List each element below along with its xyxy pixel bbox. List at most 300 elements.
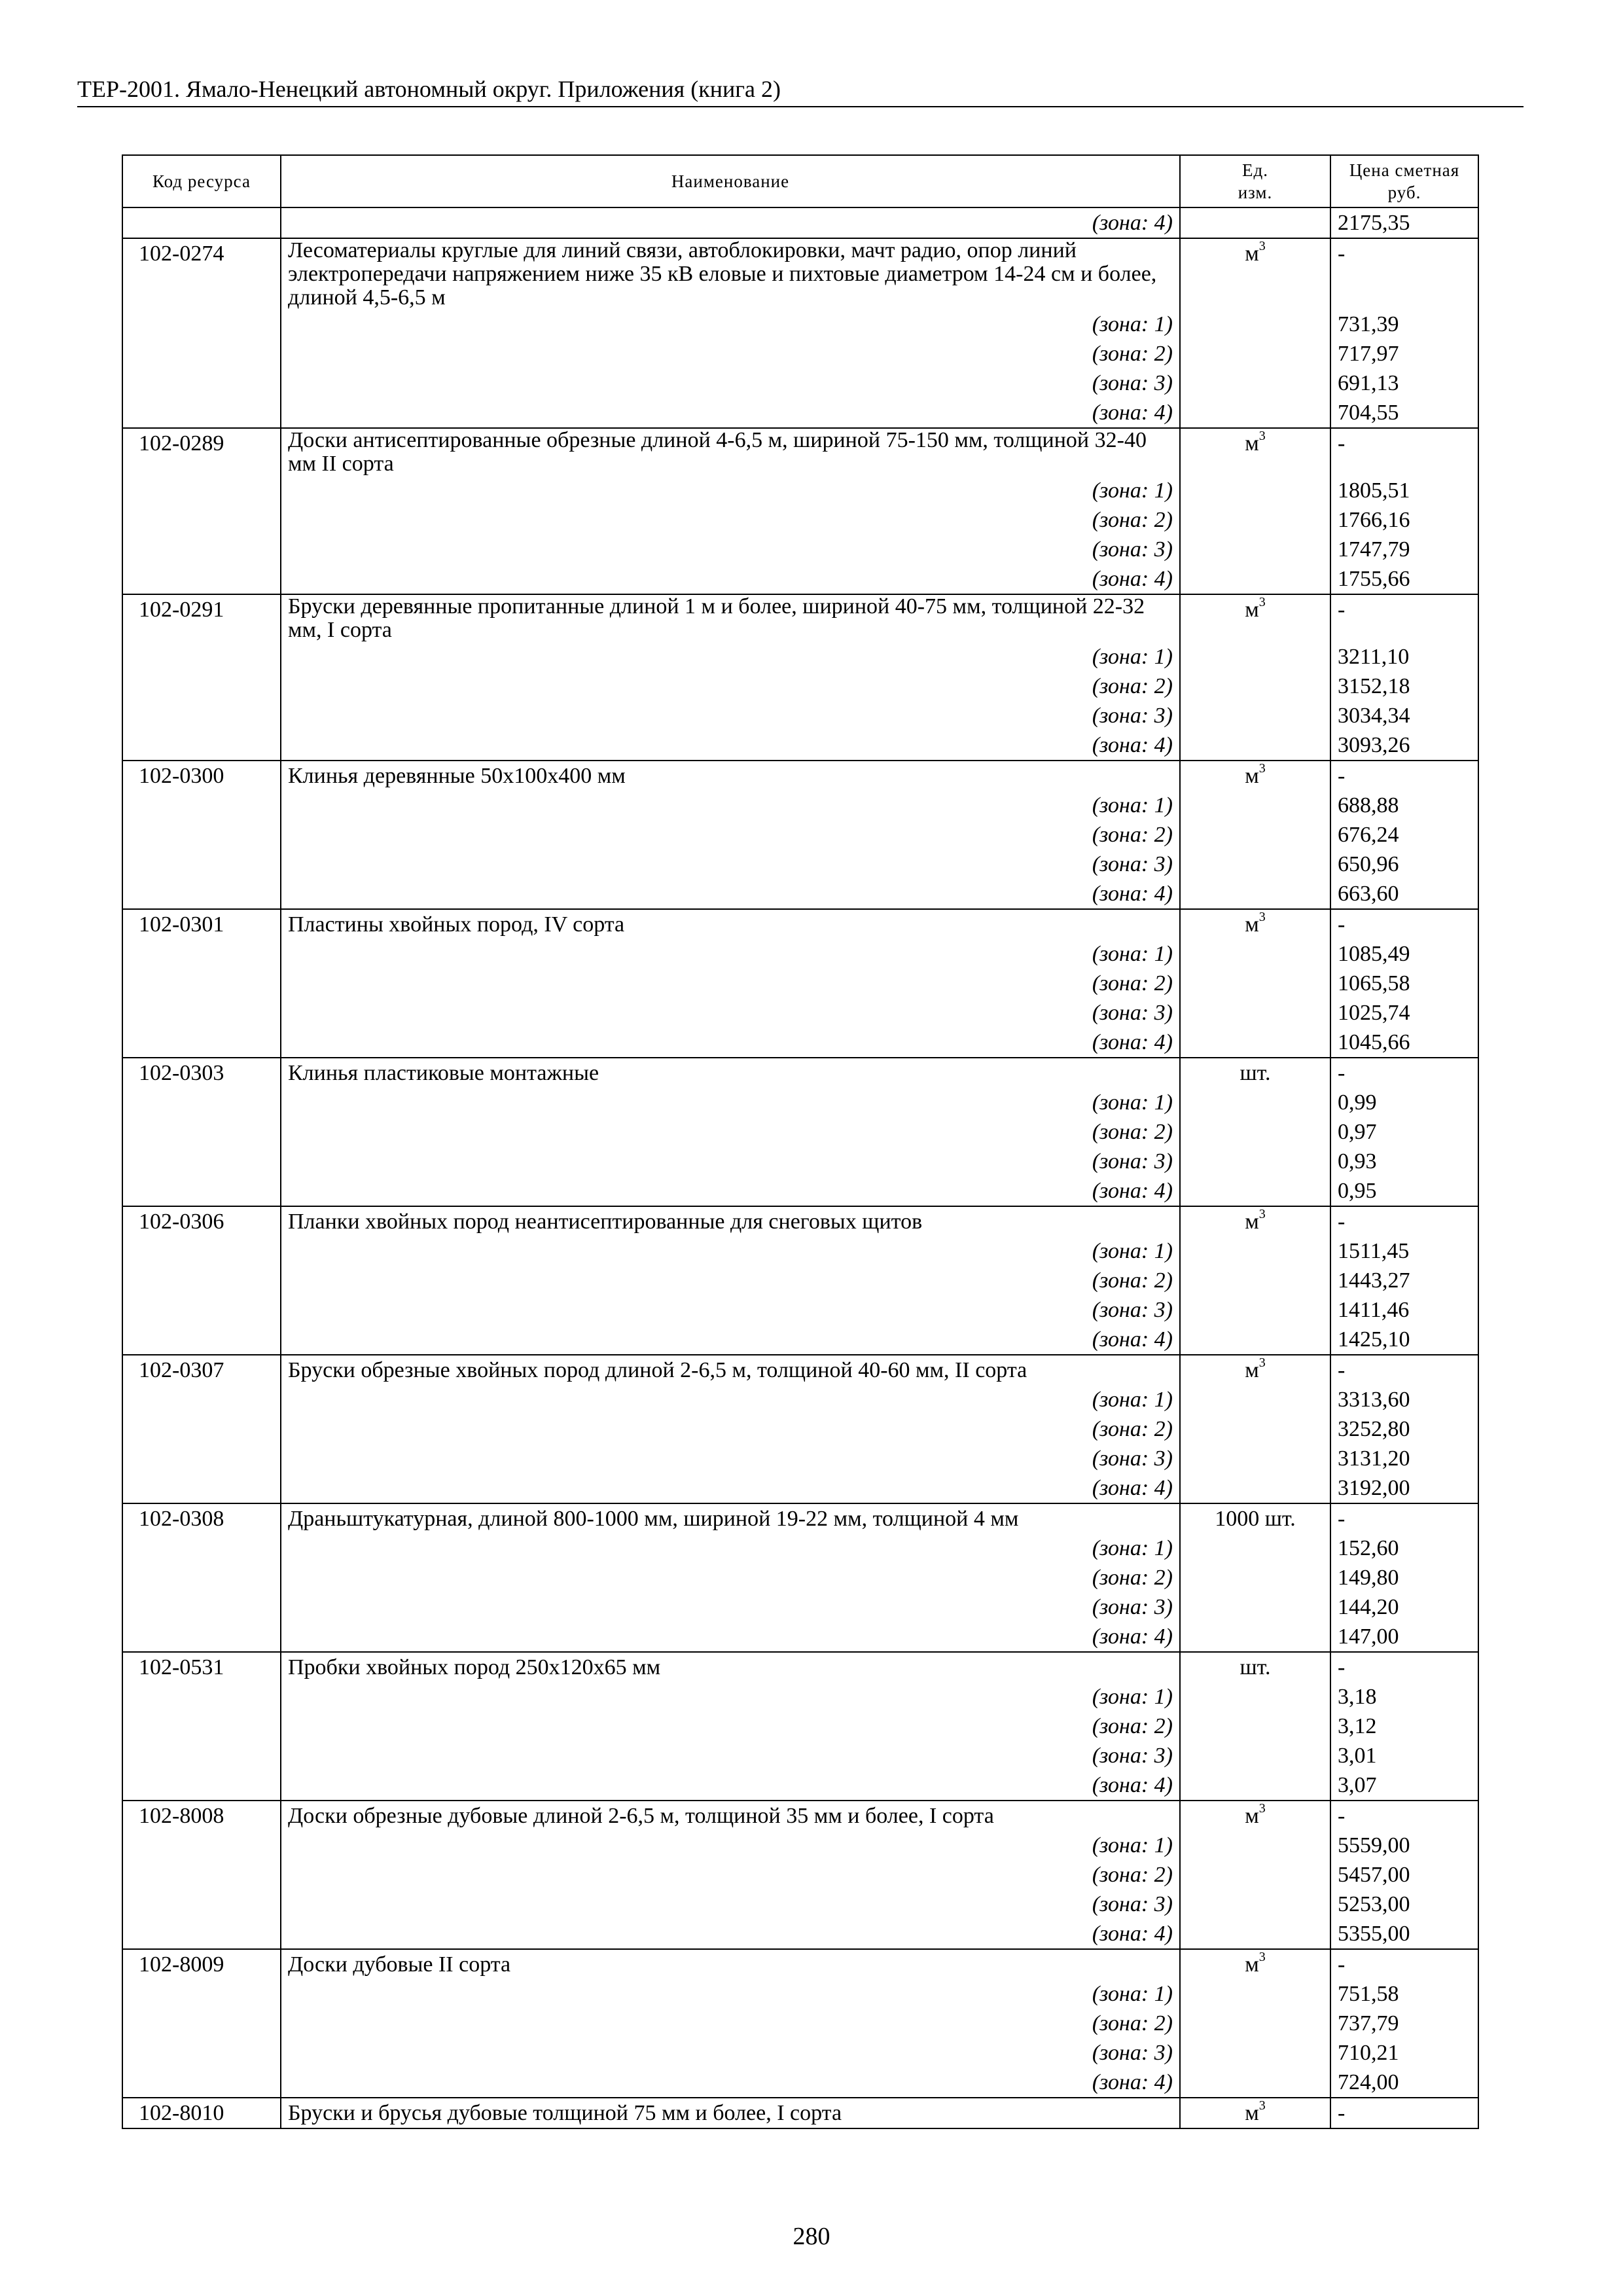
zone-label: (зона: 4) — [281, 1622, 1180, 1652]
column-header-name: Наименование — [281, 155, 1180, 207]
code-cell — [122, 535, 281, 564]
resource-code: 102-8010 — [122, 2098, 281, 2128]
zone-label: (зона: 2) — [281, 820, 1180, 850]
unit-exponent: 3 — [1258, 428, 1266, 443]
code-cell — [122, 2038, 281, 2068]
zone-price: 724,00 — [1330, 2068, 1478, 2098]
table-row — [122, 761, 1478, 791]
zone-row — [122, 564, 1478, 594]
zone-label: (зона: 1) — [281, 791, 1180, 820]
zone-price: 0,95 — [1330, 1176, 1478, 1206]
zone-row — [122, 1266, 1478, 1295]
unit-cell — [1180, 1414, 1330, 1444]
unit-cell — [1180, 1385, 1330, 1414]
zone-price: 3,07 — [1330, 1770, 1478, 1801]
unit-label: м — [1245, 2101, 1259, 2125]
base-price: - — [1330, 428, 1478, 476]
zone-label: (зона: 1) — [281, 1831, 1180, 1860]
resource-name: Доски дубовые II сорта — [281, 1949, 1180, 1979]
unit-cell — [1180, 1325, 1330, 1355]
zone-price: 152,60 — [1330, 1534, 1478, 1563]
resource-name: Доски обрезные дубовые длиной 2-6,5 м, толщиной 35 мм и более, I сорта — [281, 1801, 1180, 1831]
unit-label: м — [1245, 764, 1259, 788]
resource-code: 102-0307 — [122, 1355, 281, 1385]
code-cell — [122, 1295, 281, 1325]
zone-label: (зона: 3) — [281, 850, 1180, 879]
zone-price: 3,01 — [1330, 1741, 1478, 1770]
code-cell — [122, 1028, 281, 1058]
code-cell — [122, 1147, 281, 1176]
zone-price: 3,12 — [1330, 1712, 1478, 1741]
zone-price: 1065,58 — [1330, 969, 1478, 998]
zone-row — [122, 1295, 1478, 1325]
resource-name: Пробки хвойных пород 250х120х65 мм — [281, 1652, 1180, 1682]
column-header-unit: Ед. изм. — [1180, 155, 1330, 207]
unit-cell — [1180, 1503, 1330, 1534]
zone-price: 704,55 — [1330, 398, 1478, 428]
unit-cell — [1180, 1860, 1330, 1890]
unit-cell — [1180, 1949, 1330, 1979]
zone-row — [122, 1563, 1478, 1592]
unit-exponent: 3 — [1258, 2098, 1266, 2113]
code-cell — [122, 1860, 281, 1890]
code-cell — [122, 1088, 281, 1117]
unit-cell — [1180, 238, 1330, 310]
base-price: - — [1330, 1652, 1478, 1682]
zone-label: (зона: 1) — [281, 310, 1180, 339]
zone-label: (зона: 4) — [281, 1919, 1180, 1949]
zone-label: (зона: 1) — [281, 1534, 1180, 1563]
unit-label: м — [1245, 912, 1259, 937]
unit-cell — [1180, 1563, 1330, 1592]
zone-row — [122, 1712, 1478, 1741]
code-cell — [122, 1414, 281, 1444]
unit-cell — [1180, 1801, 1330, 1831]
unit-cell — [1180, 1890, 1330, 1919]
zone-label: (зона: 3) — [281, 1890, 1180, 1919]
page-header — [77, 73, 1524, 107]
resource-code: 102-0303 — [122, 1058, 281, 1088]
code-cell — [122, 1592, 281, 1622]
zone-row — [122, 2009, 1478, 2038]
unit-cell — [1180, 2038, 1330, 2068]
zone-row — [122, 1325, 1478, 1355]
zone-row — [122, 820, 1478, 850]
zone-row — [122, 368, 1478, 398]
unit-cell — [1180, 1355, 1330, 1385]
unit-cell — [1180, 879, 1330, 909]
zone-row — [122, 1176, 1478, 1206]
unit-cell — [1180, 398, 1330, 428]
zone-price: 691,13 — [1330, 368, 1478, 398]
unit-cell — [1180, 1622, 1330, 1652]
unit-cell — [1180, 1058, 1330, 1088]
zone-row — [122, 2038, 1478, 2068]
zone-row — [122, 310, 1478, 339]
unit-exponent: 3 — [1258, 761, 1266, 776]
base-price: - — [1330, 761, 1478, 791]
zone-row — [122, 701, 1478, 730]
resource-name: Клинья пластиковые монтажные — [281, 1058, 1180, 1088]
zone-row — [122, 2068, 1478, 2098]
unit-exponent: 3 — [1258, 238, 1266, 253]
unit-exponent: 3 — [1258, 1206, 1266, 1221]
unit-cell — [1180, 1592, 1330, 1622]
unit-cell — [1180, 1534, 1330, 1563]
zone-row — [122, 1147, 1478, 1176]
code-cell — [122, 339, 281, 368]
zone-label: (зона: 1) — [281, 1236, 1180, 1266]
code-cell — [122, 1325, 281, 1355]
zone-price: 0,93 — [1330, 1147, 1478, 1176]
zone-row — [122, 791, 1478, 820]
table-row — [122, 1206, 1478, 1236]
zone-price: 1766,16 — [1330, 505, 1478, 535]
code-cell — [122, 879, 281, 909]
zone-row — [122, 1770, 1478, 1801]
zone-row — [122, 1622, 1478, 1652]
unit-label: шт. — [1240, 1061, 1271, 1085]
resource-name: Пластины хвойных пород, IV сорта — [281, 909, 1180, 939]
resource-code: 102-0301 — [122, 909, 281, 939]
zone-price: 663,60 — [1330, 879, 1478, 909]
zone-label: (зона: 1) — [281, 1385, 1180, 1414]
unit-cell — [1180, 505, 1330, 535]
zone-price: 3093,26 — [1330, 730, 1478, 761]
resource-name: Бруски обрезные хвойных пород длиной 2-6,5 м, толщиной 40-60 мм, II сорта — [281, 1355, 1180, 1385]
zone-row — [122, 939, 1478, 969]
zone-label: (зона: 4) — [281, 1473, 1180, 1503]
zone-price: 1085,49 — [1330, 939, 1478, 969]
unit-cell — [1180, 1712, 1330, 1741]
base-price: - — [1330, 238, 1478, 310]
zone-label: (зона: 3) — [281, 1444, 1180, 1473]
code-cell — [122, 1919, 281, 1949]
zone-price: 147,00 — [1330, 1622, 1478, 1652]
column-header-price: Цена сметная руб. — [1330, 155, 1478, 207]
zone-label: (зона: 4) — [281, 1028, 1180, 1058]
zone-price: 0,99 — [1330, 1088, 1478, 1117]
zone-price: 688,88 — [1330, 791, 1478, 820]
zone-label: (зона: 1) — [281, 476, 1180, 505]
unit-cell — [1180, 1919, 1330, 1949]
zone-row — [122, 642, 1478, 672]
unit-cell — [1180, 2068, 1330, 2098]
zone-price: 731,39 — [1330, 310, 1478, 339]
code-cell — [122, 2068, 281, 2098]
zone-row — [122, 535, 1478, 564]
zone-row — [122, 1444, 1478, 1473]
code-cell — [122, 1563, 281, 1592]
unit-label: м — [1245, 1804, 1259, 1828]
zone-price: 2175,35 — [1330, 207, 1478, 238]
zone-row — [122, 1236, 1478, 1266]
unit-cell — [1180, 535, 1330, 564]
unit-cell — [1180, 909, 1330, 939]
zone-row — [122, 672, 1478, 701]
zone-row — [122, 998, 1478, 1028]
code-cell — [122, 1770, 281, 1801]
zone-row — [122, 1592, 1478, 1622]
zone-price: 1747,79 — [1330, 535, 1478, 564]
resource-name: Бруски деревянные пропитанные длиной 1 м и более, шириной 40-75 мм, толщиной 22-32 мм, I сорта — [281, 594, 1180, 642]
resource-code: 102-0291 — [122, 594, 281, 642]
code-cell — [122, 1534, 281, 1563]
code-cell — [122, 476, 281, 505]
resource-code: 102-8008 — [122, 1801, 281, 1831]
zone-row — [122, 1919, 1478, 1949]
unit-label: м — [1245, 598, 1259, 622]
zone-label: (зона: 2) — [281, 1266, 1180, 1295]
unit-exponent: 3 — [1258, 1355, 1266, 1370]
resource-code: 102-0531 — [122, 1652, 281, 1682]
zone-price: 3211,10 — [1330, 642, 1478, 672]
resource-code: 102-0274 — [122, 238, 281, 310]
zone-price: 0,97 — [1330, 1117, 1478, 1147]
zone-price: 1755,66 — [1330, 564, 1478, 594]
resource-name: Планки хвойных пород неантисептированные для снеговых щитов — [281, 1206, 1180, 1236]
zone-label: (зона: 2) — [281, 1712, 1180, 1741]
unit-cell — [1180, 820, 1330, 850]
resource-code: 102-0300 — [122, 761, 281, 791]
code-cell — [122, 1236, 281, 1266]
zone-price: 5355,00 — [1330, 1919, 1478, 1949]
code-cell — [122, 398, 281, 428]
code-cell — [122, 969, 281, 998]
unit-cell — [1180, 1979, 1330, 2009]
table-row — [122, 238, 1478, 310]
code-cell — [122, 564, 281, 594]
zone-row — [122, 1860, 1478, 1890]
table-row — [122, 2098, 1478, 2128]
zone-label: (зона: 3) — [281, 701, 1180, 730]
code-cell — [122, 505, 281, 535]
table-row — [122, 594, 1478, 642]
zone-label: (зона: 2) — [281, 1563, 1180, 1592]
zone-row — [122, 1385, 1478, 1414]
base-price: - — [1330, 909, 1478, 939]
zone-label: (зона: 3) — [281, 1592, 1180, 1622]
base-price: - — [1330, 1206, 1478, 1236]
unit-cell — [1180, 1770, 1330, 1801]
zone-price: 3252,80 — [1330, 1414, 1478, 1444]
code-cell — [122, 1979, 281, 2009]
unit-cell — [1180, 1206, 1330, 1236]
unit-cell — [1180, 564, 1330, 594]
unit-exponent: 3 — [1258, 1949, 1266, 1964]
code-cell — [122, 1712, 281, 1741]
unit-exponent: 3 — [1258, 909, 1266, 924]
unit-cell — [1180, 1147, 1330, 1176]
zone-price: 1045,66 — [1330, 1028, 1478, 1058]
unit-cell — [1180, 1295, 1330, 1325]
unit-label: шт. — [1240, 1655, 1271, 1679]
zone-label: (зона: 4) — [281, 879, 1180, 909]
unit-cell — [1180, 701, 1330, 730]
resource-code: 102-0308 — [122, 1503, 281, 1534]
unit-cell — [1180, 207, 1330, 238]
code-cell — [122, 1266, 281, 1295]
zone-price: 710,21 — [1330, 2038, 1478, 2068]
column-header-code: Код ресурса — [122, 155, 281, 207]
code-cell — [122, 207, 281, 238]
zone-label: (зона: 2) — [281, 2009, 1180, 2038]
unit-cell — [1180, 850, 1330, 879]
unit-cell — [1180, 1652, 1330, 1682]
zone-row — [122, 1831, 1478, 1860]
unit-cell — [1180, 476, 1330, 505]
resource-name: Клинья деревянные 50х100х400 мм — [281, 761, 1180, 791]
zone-label: (зона: 1) — [281, 1682, 1180, 1712]
zone-label: (зона: 1) — [281, 1979, 1180, 2009]
zone-label: (зона: 4) — [281, 207, 1180, 238]
zone-row — [122, 339, 1478, 368]
table-row — [122, 1801, 1478, 1831]
unit-cell — [1180, 642, 1330, 672]
base-price: - — [1330, 1801, 1478, 1831]
zone-label: (зона: 4) — [281, 730, 1180, 761]
unit-cell — [1180, 339, 1330, 368]
unit-label: м — [1245, 431, 1259, 456]
zone-label: (зона: 3) — [281, 535, 1180, 564]
zone-label: (зона: 2) — [281, 1414, 1180, 1444]
base-price: - — [1330, 1355, 1478, 1385]
code-cell — [122, 1741, 281, 1770]
resource-code: 102-0306 — [122, 1206, 281, 1236]
table-row — [122, 1503, 1478, 1534]
unit-cell — [1180, 1028, 1330, 1058]
zone-row — [122, 398, 1478, 428]
code-cell — [122, 1385, 281, 1414]
unit-label: м — [1245, 242, 1259, 266]
zone-row — [122, 1741, 1478, 1770]
unit-cell — [1180, 1473, 1330, 1503]
zone-label: (зона: 4) — [281, 1325, 1180, 1355]
table-row — [122, 909, 1478, 939]
code-cell — [122, 310, 281, 339]
resource-name: Доски антисептированные обрезные длиной 4-6,5 м, шириной 75-150 мм, толщиной 32-40 мм II сорта — [281, 428, 1180, 476]
unit-cell — [1180, 428, 1330, 476]
zone-price: 3131,20 — [1330, 1444, 1478, 1473]
code-cell — [122, 672, 281, 701]
unit-exponent: 3 — [1258, 594, 1266, 609]
zone-price: 1425,10 — [1330, 1325, 1478, 1355]
resource-name: Бруски и брусья дубовые толщиной 75 мм и более, I сорта — [281, 2098, 1180, 2128]
zone-label: (зона: 4) — [281, 398, 1180, 428]
zone-label: (зона: 4) — [281, 1770, 1180, 1801]
zone-row — [122, 969, 1478, 998]
zone-price: 1805,51 — [1330, 476, 1478, 505]
table-row — [122, 1652, 1478, 1682]
unit-label: 1000 шт. — [1215, 1507, 1296, 1531]
resource-name: Драньштукатурная, длиной 800-1000 мм, шириной 19-22 мм, толщиной 4 мм — [281, 1503, 1180, 1534]
zone-label: (зона: 1) — [281, 642, 1180, 672]
zone-row — [122, 850, 1478, 879]
zone-price: 144,20 — [1330, 1592, 1478, 1622]
zone-price: 5559,00 — [1330, 1831, 1478, 1860]
resource-code: 102-0289 — [122, 428, 281, 476]
zone-row — [122, 1414, 1478, 1444]
code-cell — [122, 1176, 281, 1206]
unit-cell — [1180, 2098, 1330, 2128]
unit-cell — [1180, 791, 1330, 820]
unit-cell — [1180, 998, 1330, 1028]
unit-cell — [1180, 761, 1330, 791]
zone-price: 737,79 — [1330, 2009, 1478, 2038]
unit-cell — [1180, 368, 1330, 398]
code-cell — [122, 791, 281, 820]
zone-label: (зона: 2) — [281, 1117, 1180, 1147]
zone-row — [122, 730, 1478, 761]
zone-row — [122, 1473, 1478, 1503]
zone-price: 1443,27 — [1330, 1266, 1478, 1295]
code-cell — [122, 939, 281, 969]
zone-price: 3313,60 — [1330, 1385, 1478, 1414]
zone-price: 5457,00 — [1330, 1860, 1478, 1890]
zone-price: 1411,46 — [1330, 1295, 1478, 1325]
code-cell — [122, 1622, 281, 1652]
zone-price: 1025,74 — [1330, 998, 1478, 1028]
unit-cell — [1180, 1236, 1330, 1266]
zone-price: 3152,18 — [1330, 672, 1478, 701]
zone-price: 650,96 — [1330, 850, 1478, 879]
zone-label: (зона: 3) — [281, 1741, 1180, 1770]
unit-cell — [1180, 1176, 1330, 1206]
zone-row — [122, 1979, 1478, 2009]
zone-row — [122, 1088, 1478, 1117]
zone-label: (зона: 3) — [281, 2038, 1180, 2068]
zone-row — [122, 505, 1478, 535]
unit-cell — [1180, 1444, 1330, 1473]
table-body — [122, 207, 1478, 2128]
unit-cell — [1180, 672, 1330, 701]
page-number: 280 — [793, 2223, 830, 2250]
unit-cell — [1180, 1831, 1330, 1860]
code-cell — [122, 730, 281, 761]
zone-label: (зона: 2) — [281, 505, 1180, 535]
code-cell — [122, 1682, 281, 1712]
document-title: ТЕР-2001. Ямало-Ненецкий автономный округ. Приложения (книга 2) — [77, 76, 781, 102]
unit-exponent: 3 — [1258, 1801, 1266, 1816]
zone-label: (зона: 1) — [281, 939, 1180, 969]
zone-row — [122, 1534, 1478, 1563]
resource-code: 102-8009 — [122, 1949, 281, 1979]
unit-label: м — [1245, 1952, 1259, 1977]
unit-cell — [1180, 1741, 1330, 1770]
zone-label: (зона: 4) — [281, 1176, 1180, 1206]
zone-row — [122, 1117, 1478, 1147]
zone-label: (зона: 3) — [281, 998, 1180, 1028]
code-cell — [122, 998, 281, 1028]
code-cell — [122, 1444, 281, 1473]
zone-label: (зона: 3) — [281, 368, 1180, 398]
resource-name: Лесоматериалы круглые для линий связи, автоблокировки, мачт радио, опор линий электропередачи напряжением ниже 35 кВ еловые и пихтовые диаметром 14-24 см и более, длиной 4,5-6,5 м — [281, 238, 1180, 310]
continuation-row — [122, 207, 1478, 238]
zone-label: (зона: 2) — [281, 672, 1180, 701]
zone-price: 676,24 — [1330, 820, 1478, 850]
base-price: - — [1330, 1503, 1478, 1534]
table-row — [122, 1949, 1478, 1979]
zone-label: (зона: 3) — [281, 1295, 1180, 1325]
code-cell — [122, 1831, 281, 1860]
code-cell — [122, 2009, 281, 2038]
zone-price: 149,80 — [1330, 1563, 1478, 1592]
base-price: - — [1330, 2098, 1478, 2128]
unit-label: м — [1245, 1210, 1259, 1234]
zone-row — [122, 879, 1478, 909]
zone-label: (зона: 2) — [281, 339, 1180, 368]
code-cell — [122, 820, 281, 850]
